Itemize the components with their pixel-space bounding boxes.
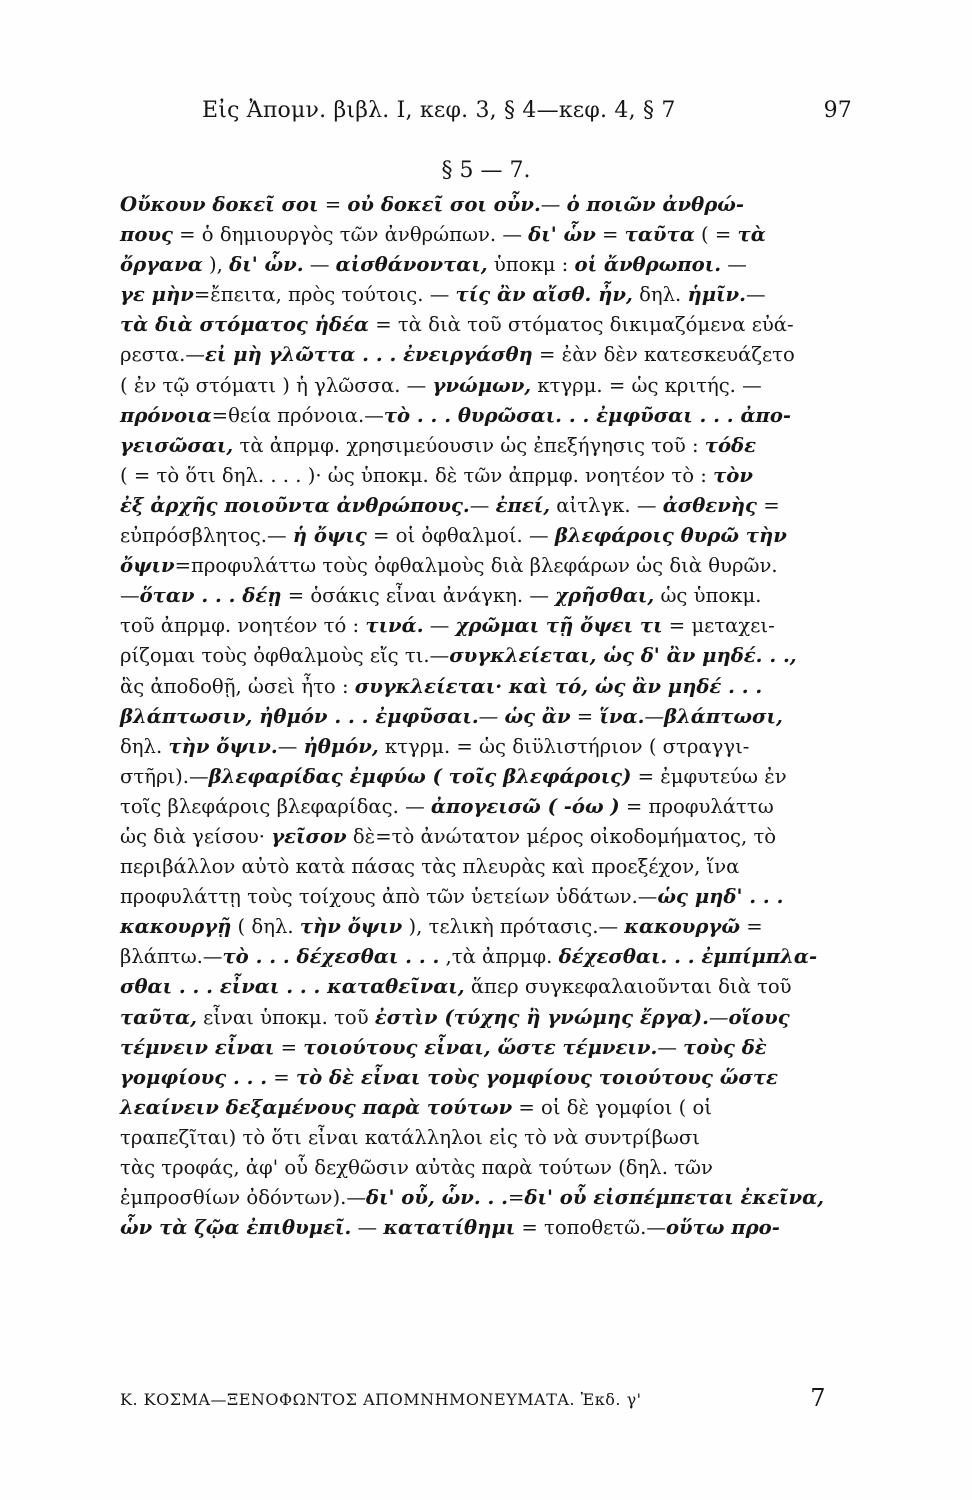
lemma-text: τὸν [713, 463, 753, 487]
lemma-text: γεῖσον [271, 824, 347, 848]
gloss-text: εὐπρόσβλητος.— [120, 524, 293, 548]
gloss-text: προφυλάττῃ τοὺς τοίχους ἀπὸ τῶν ὑετείων ὑδάτων.— [120, 885, 658, 909]
gloss-text: ,τὰ ἀπρμφ. [439, 945, 559, 969]
lemma-text: οὕτω προ- [665, 1216, 780, 1240]
lemma-text: κακουργῇ [120, 915, 232, 939]
text-line [120, 972, 850, 1002]
lemma-text: οὐ δοκεῖ σοι οὖν. [347, 193, 541, 216]
text-line [120, 371, 850, 401]
lemma-text: δι' οὗ, ὧν. . . [365, 1186, 508, 1210]
lemma-text: εἰ μὴ γλῶττα . . . ἐνειργάσθη [204, 343, 533, 367]
gloss-text: δὲ=τὸ ἀνώτατον μέρος οἰκοδομήματος, τὸ [346, 824, 777, 848]
lemma-text: ἡ ὄψις [292, 524, 367, 548]
gloss-text: = ἐὰν δὲν κατεσκευάζετο [532, 343, 795, 367]
gloss-text: =θεία πρόνοια.— [211, 403, 384, 427]
text-line [120, 190, 850, 220]
lemma-text: πρόνοια [120, 403, 212, 427]
text-line [120, 611, 850, 641]
lemma-text: συγκλείεται· καὶ τό, ὡς ἂν μηδέ . . . [354, 674, 763, 698]
lemma-text: ἀπογεισῶ ( -όω ) [430, 794, 620, 818]
gloss-text: — [351, 1216, 384, 1240]
lemma-text: ὡς μηδ' . . . [657, 885, 784, 909]
gloss-text: ( = [694, 223, 738, 247]
lemma-text: ἡμῖν. [687, 283, 746, 307]
gloss-text: = [274, 1035, 304, 1059]
gloss-text: = [595, 223, 625, 247]
lemma-text: γνώμων, [432, 373, 532, 397]
text-line [120, 401, 850, 431]
text-line [120, 672, 850, 702]
lemma-text: δέχεσθαι. . . ἐμπίμπλα- [558, 945, 818, 969]
text-line [120, 551, 850, 581]
lemma-text: βλάπτωσι, [664, 704, 783, 728]
lemma-text: βλάπτωσιν, ἠθμόν . . . ἐμφῦσαι. [120, 704, 479, 728]
gloss-text: ρίζομαι τοὺς ὀφθαλμοὺς εἴς τι.— [120, 644, 450, 668]
gloss-text: — [120, 584, 140, 608]
gloss-text: ), τελικὴ πρότασις.— [402, 915, 625, 939]
lemma-text: ἵνα. [599, 704, 645, 728]
lemma-text: τὸ . . . δέχεσθαι . . . [222, 945, 440, 969]
text-line [120, 1213, 850, 1243]
page-number: 97 [823, 98, 852, 123]
gloss-text: = ὁσάκις εἶναι ἀνάγκη. — [281, 584, 556, 608]
gloss-text: αἰτλγκ. — [550, 493, 663, 517]
footer-imprint: Κ. ΚΟΣΜΑ—ΞΕΝΟΦΩΝΤΟΣ ΑΠΟΜΝΗΜΟΝΕΥΜΑΤΑ. Ἐκδ. γ' [120, 1390, 642, 1409]
gloss-text: = προφυλάττω [619, 794, 774, 818]
gloss-text: ), [202, 253, 230, 277]
lemma-text: ὅταν . . . δέῃ [139, 584, 282, 608]
lemma-text: τοὺς δὲ [683, 1035, 767, 1059]
gloss-text: κτγρμ. = ὡς κριτής. — [531, 373, 762, 397]
lemma-text: ὄψιν [120, 554, 175, 578]
lemma-text: τοιούτους εἶναι, ὥστε τέμνειν. [303, 1035, 658, 1059]
gloss-text: =προφυλάττω τοὺς ὀφθαλμοὺς διὰ βλεφάρων ὡς διὰ θυρῶν. [174, 554, 778, 578]
gloss-text: — [423, 614, 456, 638]
gloss-text: = τὰ διὰ τοῦ στόματος δικιμαζόμενα εὐά- [368, 313, 794, 337]
lemma-text: τινά. [365, 614, 424, 638]
lemma-text: ἐστὶν (τύχης ἢ γνώμης ἔργα). [374, 1005, 709, 1029]
lemma-text: λεαίνειν δεξαμένους παρὰ τούτων [120, 1095, 513, 1119]
signature-mark: 7 [810, 1384, 826, 1412]
section-heading: § 5 — 7. [441, 158, 531, 183]
gloss-text: = μεταχει- [662, 614, 775, 638]
lemma-text: γε μὴν [120, 283, 194, 307]
gloss-text: = [740, 915, 763, 939]
lemma-text: ὄργανα [120, 253, 203, 277]
text-line [120, 310, 850, 340]
gloss-text: ( = τὸ ὅτι δηλ. . . . )· ὡς ὑποκμ. δὲ τῶν ἀπρμφ. νοητέον τὸ : [120, 463, 714, 487]
text-line [120, 461, 850, 491]
text-line [120, 1123, 850, 1153]
gloss-text: — [277, 734, 304, 758]
gloss-text: — [721, 253, 747, 277]
text-line [120, 792, 850, 822]
lemma-text: σθαι . . . εἶναι . . . καταθεῖναι, [120, 975, 465, 999]
gloss-text: ( ἐν τῷ στόματι ) ἡ γλῶσσα. — [120, 373, 433, 397]
gloss-text: ὑποκμ : [487, 253, 575, 277]
lemma-text: τέμνειν εἶναι [120, 1035, 275, 1059]
lemma-text: αἰσθάνονται, [335, 253, 488, 277]
text-line [120, 732, 850, 762]
text-line [120, 822, 850, 852]
lemma-text: κατατίθημι [383, 1216, 516, 1240]
text-line [120, 641, 850, 671]
lemma-text: τὰ [737, 223, 766, 247]
running-title: Εἰς Ἀπομν. βιβλ. Ι, κεφ. 3, § 4—κεφ. 4, § 7 [202, 98, 676, 123]
gloss-text: = [267, 1065, 296, 1089]
gloss-text: βλάπτω.— [120, 945, 223, 969]
gloss-text: κτγρμ. = ὡς διϋλιστήριον ( στραγγι- [378, 734, 750, 758]
gloss-text: στῆρι).— [120, 764, 209, 788]
text-line [120, 340, 850, 370]
lemma-text: τίς ἂν αἴσθ. ἦν, [455, 283, 633, 307]
gloss-text: = τοποθετῶ.— [515, 1216, 666, 1240]
text-line [120, 581, 850, 611]
gloss-text: — [478, 704, 505, 728]
text-line [120, 1153, 850, 1183]
text-line [120, 521, 850, 551]
lemma-text: ἐπεί, [495, 493, 551, 517]
gloss-text: = [318, 193, 348, 216]
gloss-text: — [657, 1035, 684, 1059]
text-line [120, 1033, 850, 1063]
gloss-text: τὰς τροφάς, ἀφ' οὗ δεχθῶσιν αὐτὰς παρὰ τούτων (δηλ. τῶν [120, 1156, 713, 1179]
gloss-text: — [540, 193, 567, 216]
gloss-text: = ὁ δημιουργὸς τῶν ἀνθρώπων. — [172, 223, 529, 247]
running-header [120, 98, 852, 132]
gloss-text: τὰ ἀπρμφ. χρησιμεύουσιν ὡς ἐπεξήγησις τοῦ : [233, 433, 705, 457]
lemma-text: συγκλείεται, ὡς δ' ἂν μηδέ. . ., [449, 644, 797, 668]
text-line [120, 431, 850, 461]
lemma-text: δι' ὧν. [229, 253, 304, 277]
gloss-text: — [303, 253, 336, 277]
gloss-text: δηλ. [632, 283, 688, 307]
text-line [120, 762, 850, 792]
gloss-text: = ἐμφυτεύω ἐν [631, 764, 787, 788]
lemma-text: οἵους [728, 1005, 790, 1029]
gloss-text: τραπεζῖται) τὸ ὅτι εἶναι κατάλληλοι εἰς τὸ νὰ συντρίβωσι [120, 1125, 700, 1149]
gloss-text: — [644, 704, 665, 728]
gloss-text: ὡς διὰ γείσου· [120, 824, 272, 848]
gloss-text: ἐμπροσθίων ὀδόντων).— [120, 1186, 366, 1210]
text-line [120, 882, 850, 912]
text-line [120, 220, 850, 250]
text-line [120, 280, 850, 310]
lemma-text: Οὔκουν δοκεῖ σοι [120, 193, 319, 216]
lemma-text: ὁ ποιῶν ἀνθρώ- [566, 193, 745, 216]
gloss-text: ρεστα.— [120, 343, 205, 367]
lemma-text: τόδε [704, 433, 757, 457]
lemma-text: δι' οὗ εἰσπέμπεται ἐκεῖνα, [524, 1186, 824, 1210]
gloss-text: — [745, 283, 766, 307]
lemma-text: τὸ . . . θυρῶσαι. . . ἐμφῦσαι . . . ἀπο- [383, 403, 792, 427]
lemma-text: βλεφαρίδας ἐμφύω ( τοῖς βλεφάροις) [208, 764, 632, 788]
lemma-text: χρῶμαι τῇ ὄψει τι [455, 614, 663, 638]
lemma-text: ὡς ἂν [504, 704, 571, 728]
gloss-text: = οἱ δὲ γομφίοι ( οἱ [512, 1095, 712, 1119]
gloss-text: = [570, 704, 600, 728]
lemma-text: ἠθμόν, [303, 734, 379, 758]
gloss-text: =ἔπειτα, πρὸς τούτοις. — [193, 283, 456, 307]
lemma-text: ὧν τὰ ζῷα ἐπιθυμεῖ. [120, 1216, 352, 1240]
lemma-text: ἀσθενὴς [662, 493, 757, 517]
commentary-text [120, 190, 850, 1243]
lemma-text: ταῦτα, [120, 1005, 197, 1029]
lemma-text: πους [120, 223, 173, 247]
gloss-text: = [756, 493, 780, 517]
lemma-text: χρῆσθαι, [555, 584, 655, 608]
text-line [120, 491, 850, 521]
lemma-text: ἐξ ἀρχῆς ποιοῦντα ἀνθρώπους. [120, 493, 470, 517]
text-line [120, 1183, 850, 1213]
lemma-text: γομφίους . . . [120, 1065, 268, 1089]
gloss-text: = οἱ ὀφθαλμοί. — [366, 524, 555, 548]
lemma-text: δι' ὧν [528, 223, 596, 247]
text-line [120, 1093, 850, 1123]
lemma-text: βλεφάροις θυρῶ τὴν [554, 524, 787, 548]
lemma-text: ταῦτα [624, 223, 695, 247]
lemma-text: τὰ διὰ στόματος ἡδέα [120, 313, 369, 337]
gloss-text: ὡς ὑποκμ. [654, 584, 762, 608]
gloss-text: = [507, 1186, 525, 1210]
lemma-text: κακουργῶ [624, 915, 741, 939]
text-line [120, 1003, 850, 1033]
lemma-text: τὸ δὲ εἶναι τοὺς γομφίους τοιούτους ὥστε [295, 1065, 778, 1089]
text-line [120, 852, 850, 882]
gloss-text: εἶναι ὑποκμ. τοῦ [196, 1005, 375, 1029]
text-line [120, 1063, 850, 1093]
gloss-text: ( δηλ. [231, 915, 300, 939]
gloss-text: — [708, 1005, 729, 1029]
text-line [120, 912, 850, 942]
gloss-text: περιβάλλον αὐτὸ κατὰ πάσας τὰς πλευρὰς καὶ προεξέχον, ἵνα [120, 855, 740, 879]
gloss-text: ἃς ἀποδοθῇ, ὡσεὶ ἦτο : [120, 674, 355, 698]
lemma-text: τὴν ὄψιν. [168, 734, 278, 758]
gloss-text: ἅπερ συγκεφαλαιοῦνται διὰ τοῦ [464, 975, 792, 999]
gloss-text: δηλ. [120, 734, 169, 758]
text-line [120, 942, 850, 972]
gloss-text: — [469, 493, 496, 517]
lemma-text: τὴν ὄψιν [299, 915, 403, 939]
lemma-text: γεισῶσαι, [120, 433, 234, 457]
gloss-text: τοῖς βλεφάροις βλεφαρίδας. — [120, 794, 431, 818]
text-line [120, 250, 850, 280]
gloss-text: τοῦ ἀπρμφ. νοητέον τό : [120, 614, 366, 638]
lemma-text: οἱ ἄνθρωποι. [574, 253, 722, 277]
text-line [120, 702, 850, 732]
